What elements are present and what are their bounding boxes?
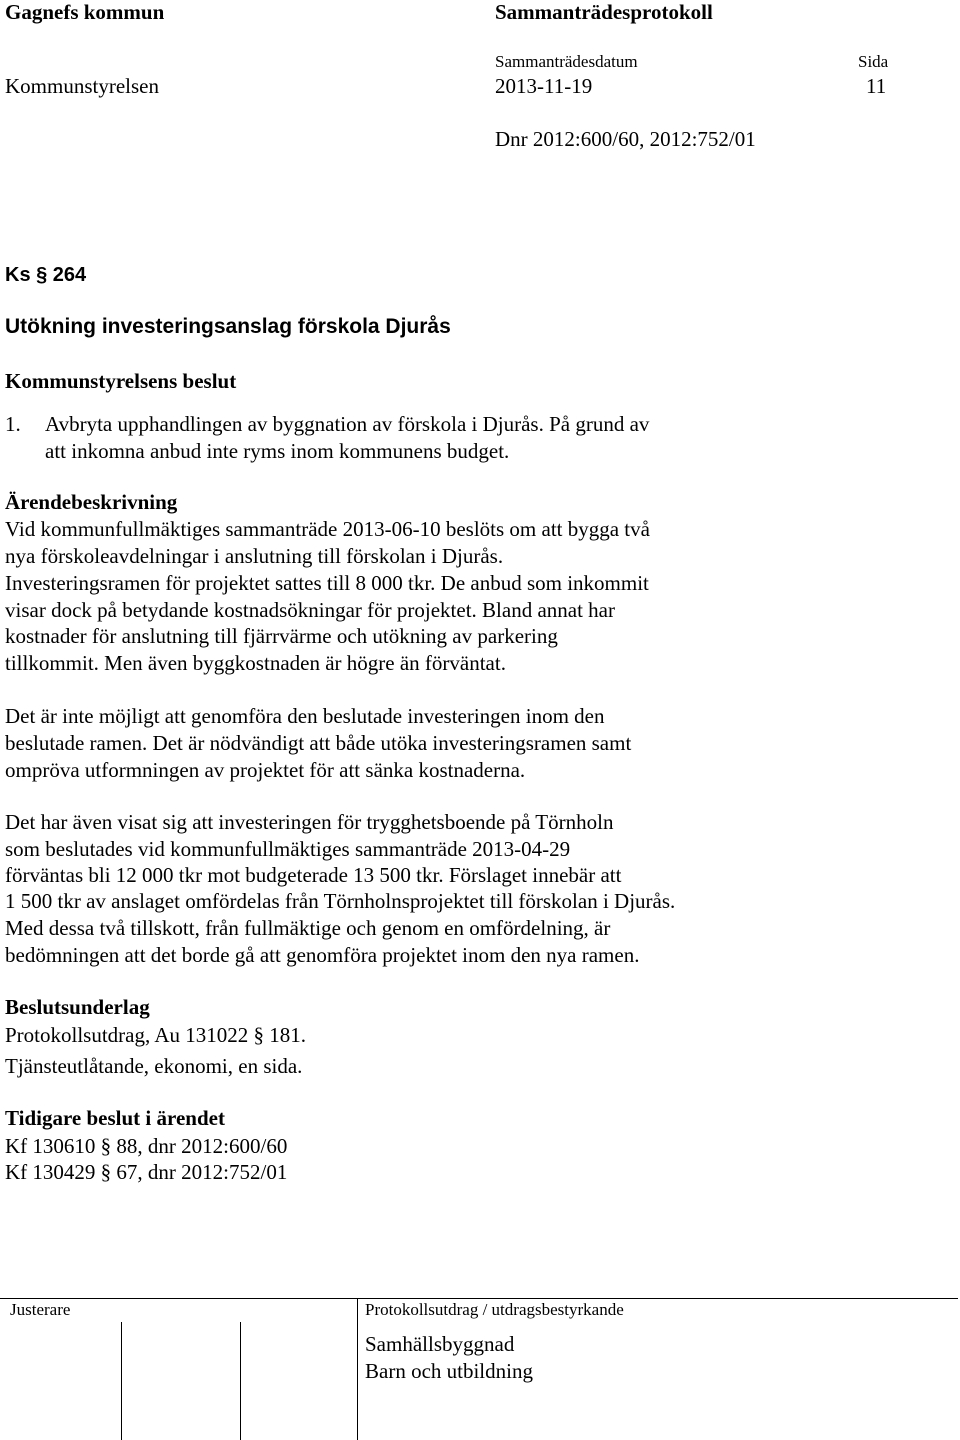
paragraph-line: visar dock på betydande kostnadsökningar för projektet. Bland annat har	[5, 598, 615, 622]
paragraph-line: som beslutades vid kommunfullmäktiges sammanträde 2013-04-29	[5, 837, 571, 861]
paragraph-line: Det är inte möjligt att genomföra den beslutade investeringen inom den	[5, 704, 605, 728]
paragraph-line: bedömningen att det borde gå att genomföra projektet inom den nya ramen.	[5, 943, 640, 967]
basis-item: Tjänsteutlåtande, ekonomi, en sida.	[5, 1054, 303, 1078]
recipient: Barn och utbildning	[365, 1359, 533, 1383]
adjusters-label: Justerare	[10, 1300, 71, 1319]
section-title: Utökning investeringsanslag förskola Djurås	[5, 315, 451, 338]
previous-decision-item: Kf 130610 § 88, dnr 2012:600/60	[5, 1134, 288, 1158]
case-number: Dnr 2012:600/60, 2012:752/01	[495, 127, 756, 151]
paragraph-line: Med dessa två tillskott, från fullmäktige och genom en omfördelning, är	[5, 916, 611, 940]
description-heading: Ärendebeskrivning	[5, 490, 178, 514]
paragraph-line: 1 500 tkr av anslaget omfördelas från Törnholnsprojektet till förskolan i Djurås.	[5, 889, 676, 913]
paragraph-line: Investeringsramen för projektet sattes till 8 000 tkr. De anbud som inkommit	[5, 571, 649, 595]
paragraph-line: Det har även visat sig att investeringen för trygghetsboende på Törnholn	[5, 810, 614, 834]
paragraph-line: beslutade ramen. Det är nödvändigt att både utöka investeringsramen samt	[5, 731, 632, 755]
recipient: Samhällsbyggnad	[365, 1332, 515, 1356]
document-type: Sammanträdesprotokoll	[495, 0, 713, 24]
basis-heading: Beslutsunderlag	[5, 995, 150, 1019]
basis-item: Protokollsutdrag, Au 131022 § 181.	[5, 1023, 307, 1047]
decision-item-number: 1.	[5, 412, 21, 436]
signature-box-divider	[240, 1322, 241, 1440]
extract-label: Protokollsutdrag / utdragsbestyrkande	[365, 1300, 624, 1319]
committee-name: Kommunstyrelsen	[5, 74, 159, 98]
paragraph-line: förväntas bli 12 000 tkr mot budgeterade 13 500 tkr. Förslaget innebär att	[5, 863, 622, 887]
decision-heading: Kommunstyrelsens beslut	[5, 369, 237, 393]
page-number: 11	[866, 74, 887, 98]
decision-item-line: Avbryta upphandlingen av byggnation av förskola i Djurås. På grund av	[45, 412, 650, 436]
previous-decision-item: Kf 130429 § 67, dnr 2012:752/01	[5, 1160, 288, 1184]
previous-decisions-heading: Tidigare beslut i ärendet	[5, 1106, 225, 1130]
section-number: Ks § 264	[5, 264, 87, 286]
footer-top-rule	[0, 1298, 958, 1299]
organization-name: Gagnefs kommun	[5, 0, 165, 24]
decision-item-line: att inkomna anbud inte ryms inom kommunens budget.	[45, 439, 510, 463]
meeting-date: 2013-11-19	[495, 74, 593, 98]
signature-box-divider	[121, 1322, 122, 1440]
paragraph-line: Vid kommunfullmäktiges sammanträde 2013-06-10 beslöts om att bygga två	[5, 517, 650, 541]
meeting-date-label: Sammanträdesdatum	[495, 52, 638, 71]
paragraph-line: nya förskoleavdelningar i anslutning till förskolan i Djurås.	[5, 544, 504, 568]
paragraph-line: ompröva utformningen av projektet för att sänka kostnaderna.	[5, 758, 526, 782]
footer-divider	[357, 1298, 358, 1440]
paragraph-line: tillkommit. Men även byggkostnaden är högre än förväntat.	[5, 651, 506, 675]
paragraph-line: kostnader för anslutning till fjärrvärme och utökning av parkering	[5, 624, 558, 648]
page-label: Sida	[858, 52, 889, 71]
